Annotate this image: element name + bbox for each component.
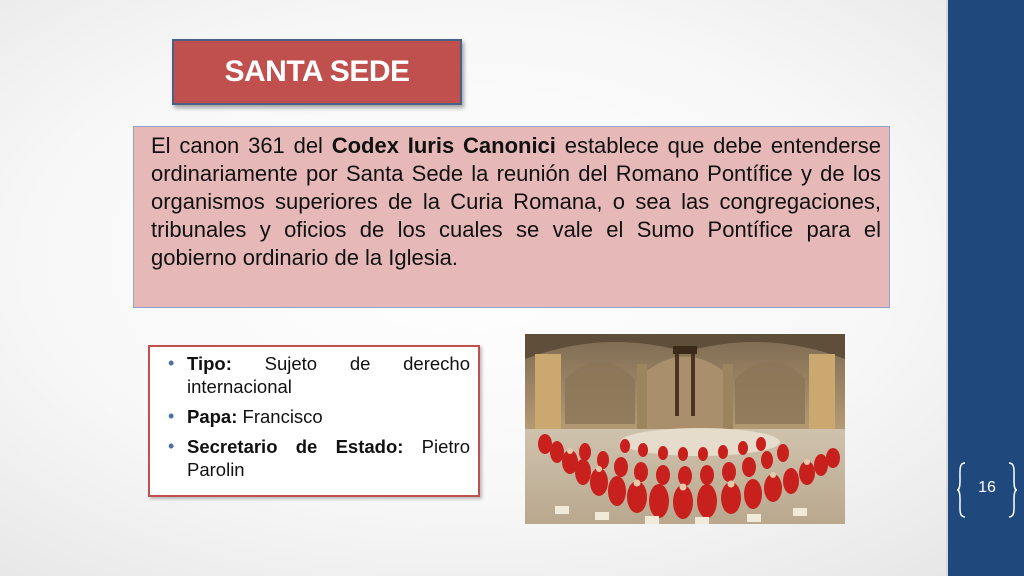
bullet-icon: • (168, 436, 175, 456)
item-value: Pietro Parolin (187, 436, 470, 480)
info-box (148, 345, 480, 497)
basilica-photo (525, 334, 845, 524)
title-box (172, 39, 462, 105)
bullet-icon: • (168, 353, 175, 373)
info-list (166, 352, 470, 481)
bullet-icon: • (168, 406, 175, 426)
page-number: 16 (978, 479, 996, 496)
definition-text (151, 132, 881, 272)
codex-name: Codex Iuris Canonici (331, 133, 556, 158)
page-number-indicator (956, 462, 1018, 518)
definition-part-1: El canon 361 del (151, 133, 332, 158)
list-item-secretario (166, 435, 470, 481)
definition-box (133, 126, 890, 308)
definition-part-2: establece que debe entenderse ordinariamente por Santa Sede la reunión del Romano Pontífice y de los organismos superiores de la Curia Romana, o sea las congregaciones, tribunales y oficios de los cuales se vale el Sumo Pontífice para el gobierno ordinario de la Iglesia. (151, 133, 881, 270)
list-item-papa (166, 405, 470, 428)
slide-title: SANTA SEDE (224, 55, 410, 88)
item-value: Sujeto de derecho internacional (187, 353, 470, 397)
right-brace-icon (1008, 462, 1018, 518)
item-label: Papa: (187, 406, 238, 427)
item-label: Secretario de Estado: (187, 436, 404, 457)
item-value: Francisco (237, 406, 323, 427)
item-label: Tipo: (187, 353, 232, 374)
list-item-tipo (166, 352, 470, 398)
